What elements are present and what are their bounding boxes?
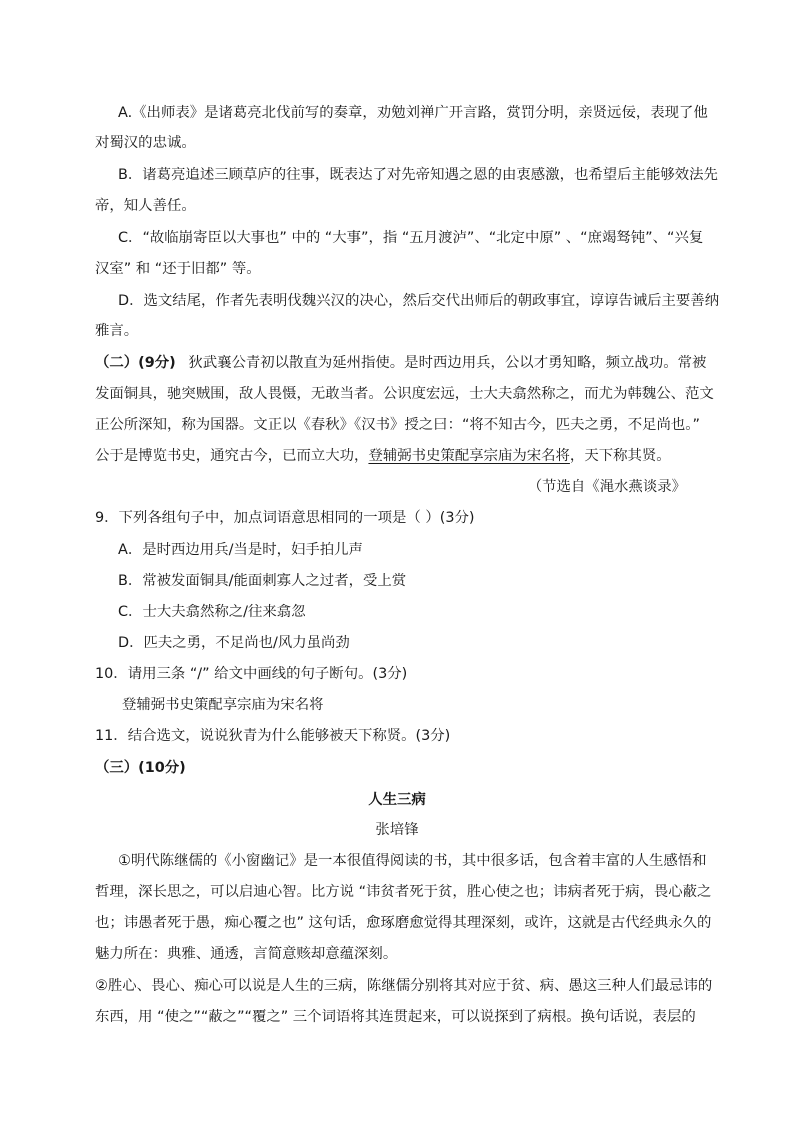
option-a-line1: A.《出师表》是诸葛亮北伐前写的奏章，劝勉刘禅广开言路，赏罚分明，亲贤远佞，表现了他 (118, 105, 708, 121)
p1-line1: ①明代陈继儒的《小窗幽记》是一本很值得阅读的书，其中很多话，包含着丰富的人生感悟和 (118, 853, 707, 869)
option-c-line2: 汉室” 和 “还于旧都” 等。 (95, 261, 261, 277)
passage-source: （节选自《渑水燕谈录》 (527, 479, 686, 495)
option-d-line1: D．选文结尾，作者先表明伐魏兴汉的决心，然后交代出师后的朝政事宜，谆谆告诫后主要善纳 (118, 293, 720, 309)
section2-line2: 发面铜具，驰突贼围，敌人畏慑，无敢当者。公识度宏远，士大夫翕然称之，而尤为韩魏公、范文 (95, 386, 714, 402)
p1-line3: 也；讳愚者死于愚，痴心覆之也” 这句话，愈琢磨愈觉得其理深刻，或许，这就是古代经典永久的 (95, 915, 712, 931)
section2-line4-post: ，天下称其贤。 (569, 448, 671, 464)
section2-line4-pre: 公于是博览书史，通究古今，已而立大功， (95, 448, 369, 464)
q9-option-c: C．士大夫翕然称之/往来翕忽 (118, 604, 306, 620)
option-c-line1: C．“故临崩寄臣以大事也” 中的 “大事”，指 “五月渡泸”、“北定中原” 、“庶竭驽钝”、“兴复 (118, 230, 704, 246)
q9-stem: 9．下列各组句子中，加点词语意思相同的一项是（ ）(3分) (95, 510, 475, 526)
option-b-line1: B．诸葛亮追述三顾草庐的往事，既表达了对先帝知遇之恩的由衷感激，也希望后主能够效法先 (118, 167, 718, 183)
q9-option-b: B．常被发面铜具/能面刺寡人之过者，受上赏 (118, 573, 407, 589)
article-title: 人生三病 (368, 792, 426, 808)
p2-line1: ②胜心、畏心、痴心可以说是人生的三病，陈继儒分别将其对应于贫、病、愚这三种人们最忌讳的 (95, 978, 713, 994)
article-author: 张培锋 (375, 822, 419, 838)
section2-header: （二）(9分) (95, 355, 176, 371)
q9-option-d: D．匹夫之勇，不足尚也/风力虽尚劲 (118, 635, 350, 651)
p2-line2: 东西，用 “使之”“蔽之”“覆之” 三个词语将其连贯起来，可以说探到了病根。换句话说，表层的 (95, 1009, 696, 1025)
section3-header: （三）(10分) (95, 760, 186, 776)
option-a-line2: 对蜀汉的忠诚。 (95, 135, 196, 151)
section2-line1 (95, 353, 794, 373)
q10-sentence: 登辅弼书史策配享宗庙为宋名将 (122, 697, 324, 713)
underlined-sentence: 登辅弼书史策配享宗庙为宋名将 (368, 448, 570, 464)
p1-line4: 魅力所在：典雅、通透，言简意赅却意蕴深刻。 (95, 946, 398, 962)
p1-line2: 哲理，深长思之，可以启迪心智。比方说 “讳贫者死于贫，胜心使之也；讳病者死于病，畏心蔽之 (95, 884, 712, 900)
section2-line3: 正公所深知，称为国器。文正以《春秋》《汉书》授之曰：“将不知古今，匹夫之勇，不足尚也。” (95, 417, 700, 433)
q11-stem: 11．结合选文，说说狄青为什么能够被天下称贤。(3分) (95, 728, 451, 744)
section2-line4 (95, 446, 794, 466)
option-d-line2: 雅言。 (95, 323, 139, 339)
section2-line1-text: 狄武襄公青初以散直为延州指使。是时西边用兵，公以才勇知略，频立战功。常被 (188, 355, 707, 371)
q10-stem: 10．请用三条 “/” 给文中画线的句子断句。(3分) (95, 666, 408, 682)
option-b-line2: 帝，知人善任。 (95, 198, 196, 214)
q9-option-a: A．是时西边用兵/当是时，妇手拍儿声 (118, 542, 363, 558)
